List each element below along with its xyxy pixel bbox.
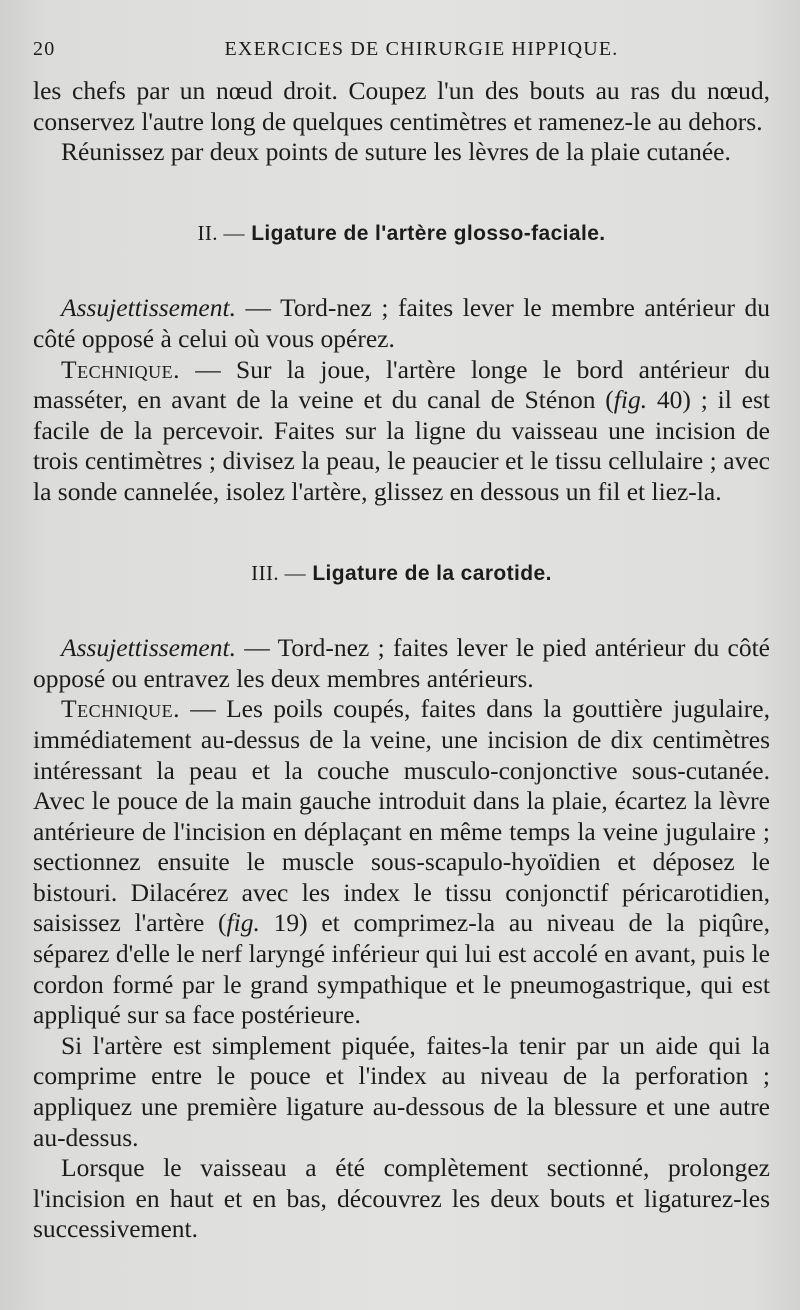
section-title: Ligature de la carotide. bbox=[312, 561, 552, 585]
paragraph-text: — Tord-nez ; faites lever le membre antérieur du côté opposé à celui où vous opérez. bbox=[33, 293, 770, 353]
paragraph-artere-piquee: Si l'artère est simplement piquée, faites-la tenir par un aide qui la comprime entre le pouce et l'index au niveau de la perforation ; appliquez une première ligature au-dessous de la blessure et une autre au-dessus. bbox=[33, 1030, 770, 1152]
paragraph-assujettissement bbox=[33, 633, 770, 694]
section-title: Ligature de l'artère glosso-faciale. bbox=[251, 221, 606, 245]
section-number: III. — bbox=[251, 560, 307, 585]
paragraph-text: — Sur la joue, l'artère longe le bord antérieur du masséter, en avant de la veine et du canal de Sténon ( bbox=[33, 354, 770, 415]
paragraph-assujettissement bbox=[33, 293, 770, 354]
paragraph-technique bbox=[33, 355, 770, 508]
paragraph-vaisseau-sectionne: Lorsque le vaisseau a été complètement sectionné, prolongez l'incision en haut et en bas, découvrez les deux bouts et ligaturez-les successivement. bbox=[33, 1153, 770, 1244]
paragraph-intro-2: Réunissez par deux points de suture les lèvres de la plaie cutanée. bbox=[61, 137, 731, 167]
page-number: 20 bbox=[33, 38, 56, 60]
running-title: EXERCICES DE CHIRURGIE HIPPIQUE. bbox=[224, 38, 619, 60]
figure-reference: fig. bbox=[226, 908, 260, 938]
running-head bbox=[33, 28, 770, 62]
figure-reference: fig. bbox=[613, 385, 648, 415]
run-in-label: Technique. bbox=[61, 354, 180, 384]
section-number: II. — bbox=[197, 220, 245, 245]
run-in-label: Technique. bbox=[61, 694, 180, 724]
paragraph-technique bbox=[33, 694, 770, 1031]
paragraph-text: — Les poils coupés, faites dans la gouttière jugulaire, immédiatement au-dessus de la veine, une incision de dix centimètres intéressant la peau et la couche musculo-conjonctive sous-cutanée. Avec le pouce de la main gauche introduit dans la plaie, écartez la lèvre antérieure de l'incision en déplaçant en même temps la veine jugulaire ; sectionnez ensuite le muscle sous-scapulo-hyoïdien et déposez le bistouri. Dilacérez avec les index le tissu conjonctif péricarotidien, saisissez l'artère ( bbox=[33, 694, 770, 938]
paragraph-text: — Tord-nez ; faites lever le pied antérieur du côté opposé ou entravez les deux membres antérieurs. bbox=[33, 633, 770, 693]
run-in-label: Assujettissement. bbox=[61, 633, 236, 663]
section-heading-carotide bbox=[33, 558, 770, 590]
section-heading-glosso-faciale bbox=[33, 218, 770, 250]
run-in-label: Assujettissement. bbox=[61, 293, 236, 323]
paragraph-text: 19) et comprimez-la au niveau de la piqûre, séparez d'elle le nerf laryngé inférieur qui lui est accolé en avant, puis le cordon formé par le grand sympathique et le pneumogastrique, qui est appliqué sur sa face postérieure. bbox=[33, 908, 770, 1030]
paragraph-intro-1: les chefs par un nœud droit. Coupez l'un des bouts au ras du nœud, conservez l'autre long de quelques centimètres et ramenez-le au dehors. bbox=[33, 76, 770, 136]
paragraph-text: 40) ; il est facile de la percevoir. Faites sur la ligne du vaisseau une incision de trois centimètres ; divisez la peau, le peaucier et le tissu cellulaire ; avec la sonde cannelée, isolez l'artère, glissez en dessous un fil et liez-la. bbox=[33, 385, 770, 506]
